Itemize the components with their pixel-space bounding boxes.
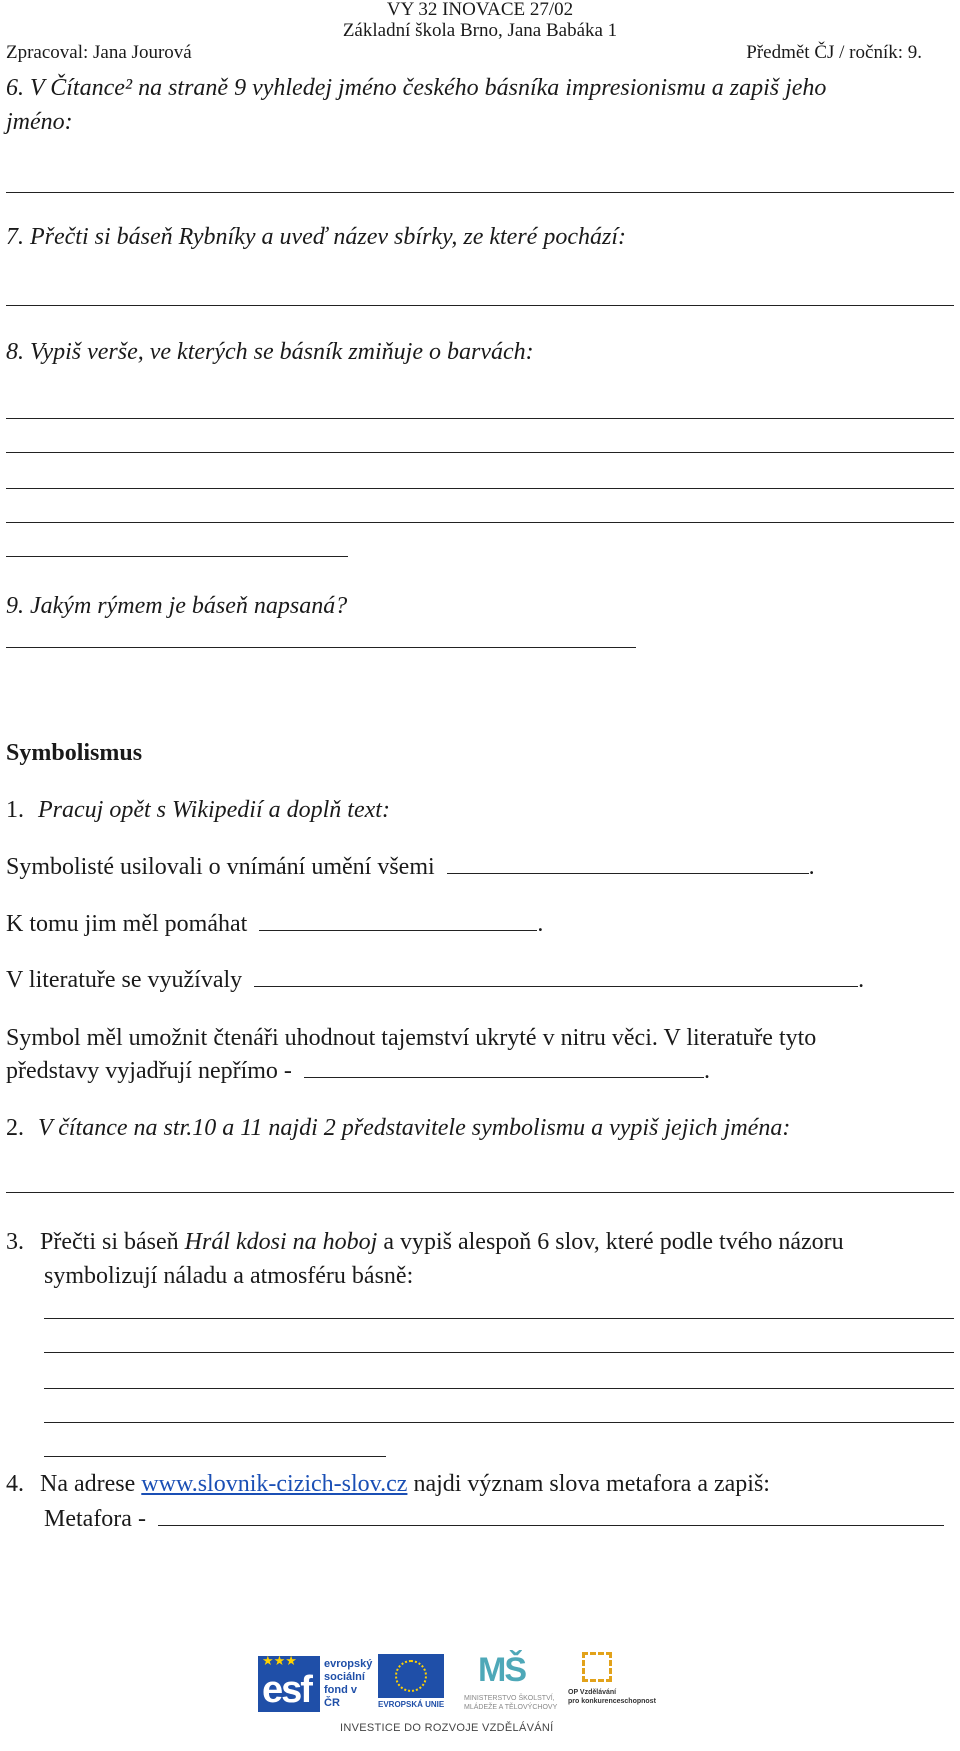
answer-line-task-8[interactable] xyxy=(6,418,954,419)
fill-blank[interactable] xyxy=(158,1507,944,1526)
task-text: najdi význam slova metafora a zapiš: xyxy=(407,1471,770,1497)
dictionary-link[interactable]: www.slovnik-cizich-slov.cz xyxy=(141,1471,408,1497)
symbolismus-task-2 xyxy=(6,1114,790,1142)
eu-label: EVROPSKÁ UNIE xyxy=(378,1700,445,1709)
task-text: Pracuj opět s xyxy=(38,797,172,823)
period: . xyxy=(808,854,815,880)
answer-line-s-task-3[interactable] xyxy=(44,1318,954,1319)
answer-line-task-8[interactable] xyxy=(6,556,348,557)
section-heading: Symbolismus xyxy=(6,740,143,766)
period: . xyxy=(703,1058,710,1084)
op-text: OP Vzdělávání xyxy=(568,1689,617,1696)
answer-line-s-task-2[interactable] xyxy=(6,1192,954,1193)
answer-line-task-8[interactable] xyxy=(6,488,954,489)
symbolismus-task-4 xyxy=(6,1470,770,1498)
task-text: Přečti si báseň xyxy=(40,1229,185,1255)
task-text: Wikipedií a doplň text: xyxy=(171,797,390,823)
msmt-text: MINISTERSTVO ŠKOLSTVÍ, xyxy=(464,1695,555,1702)
header-school: Základní škola Brno, Jana Babáka 1 xyxy=(342,20,618,41)
sentence-3 xyxy=(6,966,864,994)
fill-blank[interactable] xyxy=(304,1059,704,1078)
sentence-4-line1: Symbol měl umožnit čtenáři uhodnout tajemství ukryté v nitru věci. V literatuře tyto xyxy=(6,1025,817,1051)
task-8: 8. Vypiš verše, ve kterých se básník zmiňuje o barvách: xyxy=(6,339,534,365)
symbolismus-task-3-line2: symbolizují náladu a atmosféru básně: xyxy=(44,1263,414,1289)
sentence-text: V literatuře se využívaly xyxy=(6,967,243,993)
eu-flag-icon xyxy=(378,1654,444,1712)
answer-line-task-7[interactable] xyxy=(6,305,954,306)
header-subject: Předmět ČJ / ročník: 9. xyxy=(746,42,922,63)
task-text: a vypiš alespoň 6 slov, které podle tvého názoru xyxy=(377,1229,844,1255)
poem-title: Hrál kdosi na hoboj xyxy=(184,1229,378,1255)
esf-logo-icon: ★★★ esf evropský sociální fond v ČR xyxy=(258,1650,368,1714)
answer-line-s-task-3[interactable] xyxy=(44,1388,954,1389)
star-icon: ★★★ xyxy=(262,1653,297,1668)
footer-caption: INVESTICE DO ROZVOJE VZDĚLÁVÁNÍ xyxy=(340,1722,554,1734)
symbolismus-task-4-line2 xyxy=(44,1505,944,1533)
sentence-text: K tomu jim měl pomáhat xyxy=(6,911,248,937)
task-6-line1: 6. V Čítance² na straně 9 vyhledej jméno českého básníka impresionismu a zapiš jeho xyxy=(6,75,827,101)
answer-line-task-8[interactable] xyxy=(6,522,954,523)
answer-line-task-9[interactable] xyxy=(6,647,636,648)
task-text: čítance na str.10 a 11 najdi 2 představitele symbolismu a vypiš jejich jména: xyxy=(58,1115,791,1141)
answer-line-s-task-3[interactable] xyxy=(44,1456,386,1457)
symbolismus-task-3 xyxy=(6,1228,844,1256)
fill-blank[interactable] xyxy=(447,855,809,874)
msmt-text: MLÁDEŽE A TĚLOVÝCHOVY xyxy=(464,1704,558,1711)
fill-blank[interactable] xyxy=(254,968,858,987)
task-number: 3. xyxy=(6,1229,24,1255)
answer-line-s-task-3[interactable] xyxy=(44,1422,954,1423)
symbolismus-task-1 xyxy=(6,796,390,824)
op-text: pro konkurenceschopnost xyxy=(568,1698,656,1705)
task-text: Na adrese xyxy=(40,1471,142,1497)
task-number: 2. xyxy=(6,1115,24,1141)
answer-line-s-task-3[interactable] xyxy=(44,1352,954,1353)
task-6-line2: jméno: xyxy=(6,109,73,135)
sentence-2 xyxy=(6,910,543,938)
sentence-1 xyxy=(6,853,815,881)
period: . xyxy=(537,911,544,937)
period: . xyxy=(858,967,865,993)
sentence-text: představy vyjadřují nepřímo - xyxy=(6,1058,292,1084)
esf-text: evropský xyxy=(324,1658,373,1670)
esf-text: sociální xyxy=(324,1671,365,1683)
task-text: Metafora - xyxy=(44,1506,146,1532)
sentence-text: Symbolisté usilovali o vnímání umění všemi xyxy=(6,854,435,880)
answer-line-task-6[interactable] xyxy=(6,192,954,193)
task-7: 7. Přečti si báseň Rybníky a uveď název sbírky, ze které pochází: xyxy=(6,224,626,250)
sentence-4-line2 xyxy=(6,1057,710,1085)
task-number: 1. xyxy=(6,797,24,823)
op-logo-icon xyxy=(568,1652,664,1714)
fill-blank[interactable] xyxy=(259,912,537,931)
task-number: 4. xyxy=(6,1471,24,1497)
header-author: Zpracoval: Jana Jourová xyxy=(6,42,192,63)
msmt-logo-icon: MŠ MINISTERSTVO ŠKOLSTVÍ, MLÁDEŽE A TĚLOVÝCHOVY xyxy=(464,1651,558,1711)
task-9: 9. Jakým rýmem je báseň napsaná? xyxy=(6,593,348,619)
header-code: VY 32 INOVACE 27/02 xyxy=(386,0,574,20)
answer-line-task-8[interactable] xyxy=(6,452,954,453)
esf-text: fond v ČR xyxy=(324,1684,357,1709)
task-text: V xyxy=(38,1115,59,1141)
